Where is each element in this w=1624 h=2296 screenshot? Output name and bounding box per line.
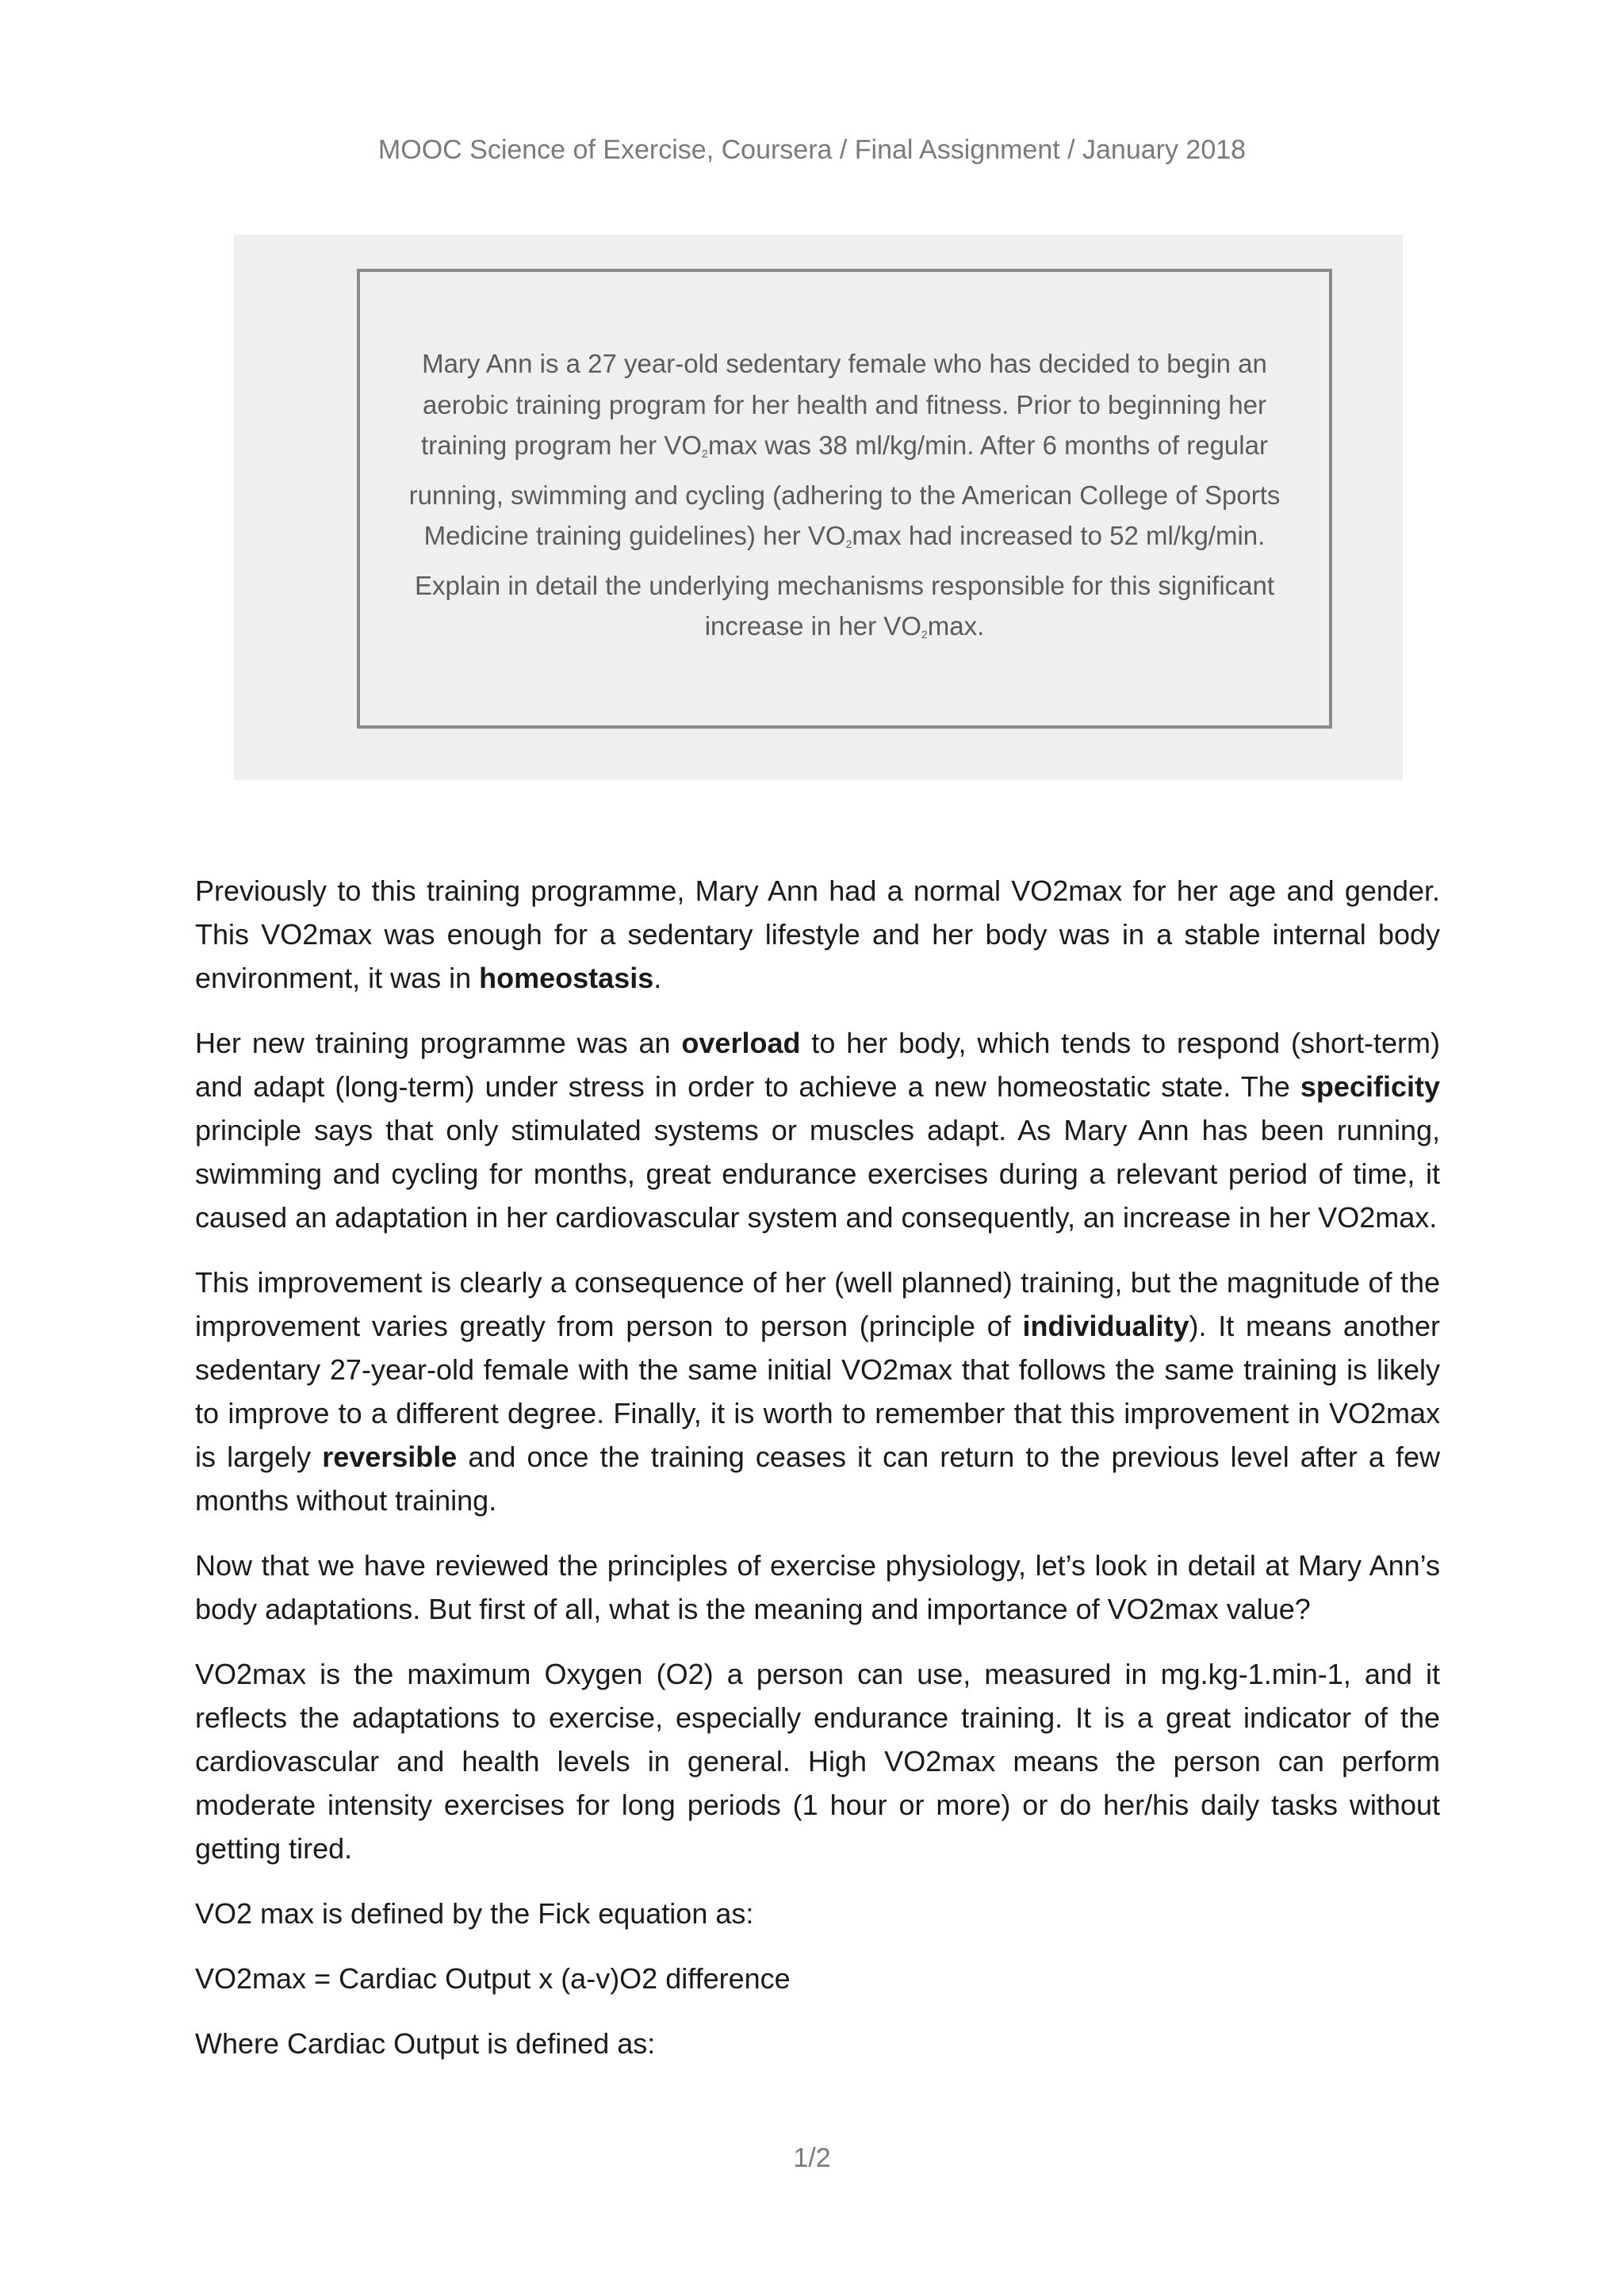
paragraph [195,1261,1440,1522]
keyword-individuality: individuality [1022,1310,1189,1342]
question-line: max had increased to 52 ml/kg/min. [852,521,1266,550]
question-line: increase in her VO [704,611,921,641]
keyword-reversible: reversible [322,1441,458,1473]
paragraph [195,1021,1440,1239]
essay-body [195,869,1440,2087]
paragraph-text: to her body, which tends to respond (short-term) and adapt (long-term) under stress in order to achieve a new homeostatic state. The [195,1027,1440,1103]
keyword-specificity: specificity [1300,1070,1440,1103]
assignment-panel [234,235,1403,780]
paragraph: VO2max is the maximum Oxygen (O2) a person can use, measured in mg.kg-1.min-1, and it reflects the adaptations to exercise, especially endurance training. It is a great indicator of the cardiovascular and health levels in general. High VO2max means the person can perform moderate intensity exercises for long periods (1 hour or more) or do her/his daily tasks without getting tired. [195,1658,1440,1865]
subscript: 2 [702,447,708,460]
question-line: running, swimming and cycling (adhering to the American College of Sports [408,480,1281,510]
question-line: max. [927,611,985,641]
keyword-overload: overload [681,1027,801,1059]
paragraph: Where Cardiac Output is defined as: [195,2027,656,2060]
question-line: Explain in detail the underlying mechanisms responsible for this significant [414,570,1275,600]
paragraph-text: Previously to this training programme, Mary Ann had a normal VO2max for her age and gender. This VO2max was enough for a sedentary lifestyle and her body was in a stable internal body environment, it was in [195,874,1440,994]
subscript: 2 [921,628,928,641]
paragraph-text: principle says that only stimulated systems or muscles adapt. As Mary Ann has been running, swimming and cycling for months, great endurance exercises during a relevant period of time, it caused an adaptation in her cardiovascular system and consequently, an increase in her VO2max. [195,1114,1440,1234]
question-line: aerobic training program for her health and fitness. Prior to beginning her [423,389,1266,419]
fick-equation: VO2max = Cardiac Output x (a-v)O2 difference [195,1962,791,1995]
page-number: 1/2 [793,2143,831,2173]
paragraph: VO2 max is defined by the Fick equation as: [195,1897,754,1930]
paragraph-text: and once the training ceases it can return to the previous level after a few months without training. [195,1441,1440,1517]
paragraph [195,869,1440,1000]
question-line: max was 38 ml/kg/min. After 6 months of regular [707,430,1268,460]
paragraph-text: This improvement is clearly a consequence of her (well planned) training, but the magnitude of the improvement varies greatly from person to person (principle of [195,1266,1440,1342]
paragraph-text: . [653,962,662,994]
page-header: MOOC Science of Exercise, Coursera / Final Assignment / January 2018 [377,135,1247,165]
question-line: Medicine training guidelines) her VO [423,521,846,550]
subscript: 2 [845,538,852,550]
question-line: Mary Ann is a 27 year-old sedentary female who has decided to begin an [422,349,1267,378]
paragraph-text: ). It means another sedentary 27-year-old female with the same initial VO2max that follows the same training is likely to improve to a different degree. Finally, it is worth to remember that this improvement in VO2max is largely [195,1310,1440,1473]
paragraph: Now that we have reviewed the principles of exercise physiology, let’s look in detail at Mary Ann’s body adaptations. But first of all, what is the meaning and importance of VO2max value? [195,1549,1440,1625]
assignment-box [357,269,1332,729]
question-line: training program her VO [421,430,703,460]
assignment-question [384,343,1305,656]
paragraph-text: Her new training programme was an [195,1027,682,1059]
keyword-homeostasis: homeostasis [479,962,654,994]
